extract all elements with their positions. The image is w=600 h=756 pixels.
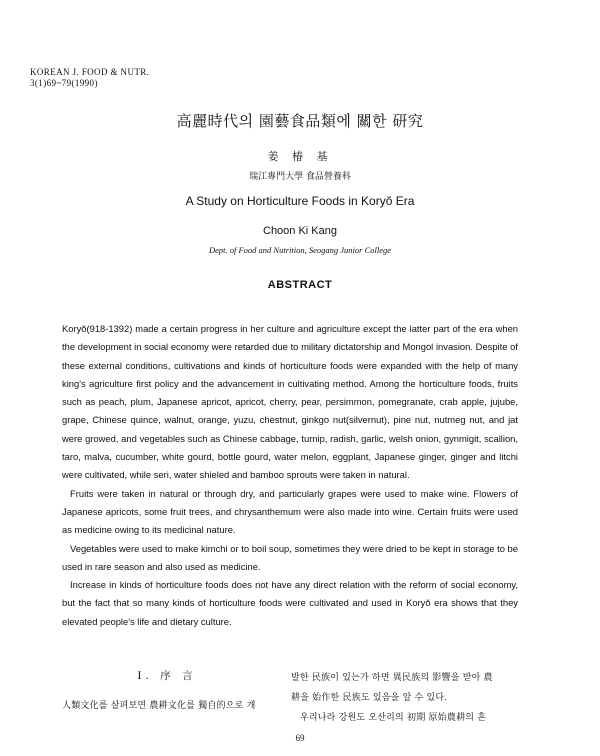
abstract-heading: ABSTRACT — [267, 279, 333, 291]
affiliation-korean: 瑞江專門大學 食品營養科 — [249, 172, 351, 182]
right-column — [291, 668, 526, 728]
page-number: 69 — [295, 733, 305, 743]
left-column — [62, 668, 282, 713]
body-line: 우리나라 강원도 오산리의 初期 原始農耕의 흔 — [300, 713, 487, 723]
author-english: Choon Ki Kang — [263, 225, 337, 237]
title-korean: 高麗時代의 園藝食品類에 關한 研究 — [176, 112, 424, 130]
abstract-paragraph: Fruits were taken in natural or through dry, and particularly grapes were used to make wine. Flowers of Japanese apricots, some fruit trees, and chrysanthemum were also made into wine. Certain fruits were used as medicine owing to its medicinal nature. — [62, 487, 518, 536]
body-text-left: 人類文化를 살펴보면 農耕文化를 獨自的으로 개 — [62, 701, 256, 711]
journal-info — [30, 67, 149, 89]
journal-name: KOREAN J. FOOD & NUTR. — [30, 67, 150, 77]
abstract-paragraph: Koryŏ(918-1392) made a certain progress in her culture and agriculture except the latter part of the era when the development in social economy were retarded due to military dictatorship and Mongol invasion. Despite of these external conditions, cultivations and kinds of horticulture foods were expanded with the help of many king's agriculture first policy and the advancement in cultivating method. Among the horticulture foods, fruits such as peach, plum, Japanese apricot, apricot, cherry, pear, persimmon, pomegranate, crab apple, jujube, grape, Chinese quince, walnut, orange, yuzu, chestnut, ginkgo nut(silvernut), pine nut, nutmeg nut, and jat were growed, and vegetables such as Chinese cabbage, turnip, radish, garlic, welsh onion, gynmigit, scallion, taro, malva, cucumber, white gourd, bottle gourd, water melon, eggplant, Japanese ginger, ginger and litchi were cultivated, while seri, water shieled and bamboo sprouts were taken in natural. — [62, 323, 518, 481]
author-korean: 姜 椿 基 — [267, 150, 333, 163]
journal-volume: 3(1)69~79(1990) — [30, 78, 98, 88]
abstract-body — [62, 320, 518, 631]
title-english: A Study on Horticulture Foods in Koryŏ Era — [185, 194, 415, 208]
body-line: 발한 民族이 있는가 하면 異民族의 影響을 받아 農 — [291, 673, 493, 683]
affiliation-english: Dept. of Food and Nutrition, Seogang Junior College — [208, 245, 392, 255]
body-line: 耕을 始作한 民族도 있음을 알 수 있다. — [291, 693, 448, 703]
section-heading: I. 序 言 — [137, 670, 197, 682]
abstract-paragraph: Vegetables were used to make kimchi or to boil soup, sometimes they were dried to be kept in storage to be used in rare season and also used as medicine. — [62, 542, 518, 572]
abstract-paragraph: Increase in kinds of horticulture foods does not have any direct relation with the reform of social economy, but the fact that so many kinds of horticulture foods were cultivated and used in Koryŏ era shows that they elevated people's life and dietary culture. — [62, 579, 518, 627]
